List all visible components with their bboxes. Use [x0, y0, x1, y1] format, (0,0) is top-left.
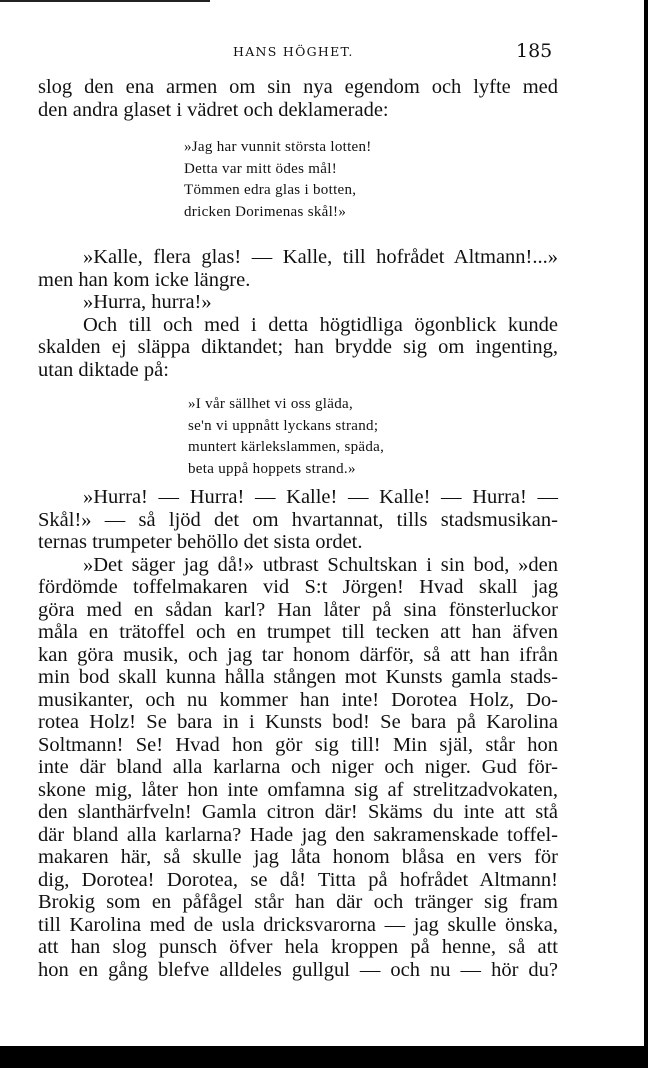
text-line: slog den ena armen om sin nya egendom och lyfte med [38, 76, 558, 98]
poem-2 [188, 394, 384, 480]
text-line: göra med en sådan karl? Han låter på sina fönsterluckor [38, 598, 558, 621]
text-line: min bod skall kunna hålla stången mot Kunsts gamla stads- [38, 666, 558, 688]
page-number: 185 [516, 40, 553, 62]
text-line: kan göra musik, och jag tar honom därför, så att han ifrån [38, 643, 558, 666]
text-line: fördömde toffelmakaren vid S:t Jörgen! Hvad skall jag [38, 576, 558, 598]
poem-line: beta uppå hoppets strand.» [188, 460, 356, 477]
text-line: där bland alla karlarna? Hade jag den sakramenskade toffel- [38, 823, 558, 846]
paragraph-1 [38, 76, 558, 121]
text-line: Skål!» — så ljöd det om hvartannat, tills stadsmusikan- [38, 508, 558, 531]
text-line: rotea Holz! Se bara in i Kunsts bod! Se bara på Karolina [38, 711, 558, 733]
poem-line: »Jag har vunnit största lotten! [184, 139, 372, 155]
text-line: skalden ej släppa diktandet; han brydde sig om ingenting, [38, 336, 558, 358]
text-line: utan diktade på: [38, 358, 169, 381]
poem-line: muntert kärlekslammen, späda, [188, 439, 385, 455]
poem-1 [184, 137, 372, 223]
page-edge-right [644, 0, 648, 1068]
text-line: till Karolina med de usla dricksvarorna — jag skulle önska, [38, 913, 558, 936]
page-edge-bottom [0, 1046, 648, 1068]
poem-line: Detta var mitt ödes mål! [184, 160, 337, 177]
text-line: »Kalle, flera glas! — Kalle, till hofrådet Altmann!...» [83, 246, 558, 268]
poem-line: Tömmen edra glas i botten, [184, 182, 357, 198]
running-head [0, 40, 648, 64]
text-line: Och till och med i detta högtidliga ögonblick kunde [83, 313, 558, 336]
text-line: musikanter, och nu kommer han inte! Dorotea Holz, Do- [38, 688, 558, 711]
text-line: dig, Dorotea! Dorotea, se då! Titta på hofrådet Altmann! [38, 868, 558, 891]
poem-line: »I vår sällhet vi oss gläda, [188, 396, 354, 412]
poem-line: se'n vi uppnått lyckans strand; [188, 417, 379, 434]
text-line: den slanthärfveln! Gamla citron där! Skäms du inte att stå [38, 801, 558, 823]
text-line: skone mig, låter hon inte omfamna sig af strelitzadvokaten, [38, 778, 558, 801]
text-line: Brokig som en påfågel står han där och tränger sig fram [38, 891, 558, 913]
text-line: att han slog punsch öfver hela kroppen på henne, så att [38, 936, 558, 958]
text-line: »Hurra! — Hurra! — Kalle! — Kalle! — Hurra! — [83, 486, 558, 508]
text-line: »Hurra, hurra!» [83, 291, 212, 313]
poem-line: dricken Dorimenas skål!» [184, 203, 347, 220]
text-line: den andra glaset i vädret och deklamerade: [38, 98, 389, 121]
paragraph-3 [38, 486, 558, 981]
text-line: makaren här, så skulle jag låta honom blåsa en vers för [38, 846, 558, 868]
text-line: hon en gång blefve alldeles gullgul — och nu — hör du? [38, 958, 558, 981]
page-edge-top [0, 0, 210, 2]
text-line: »Det säger jag då!» utbrast Schultskan i sin bod, »den [83, 553, 558, 576]
text-line: ternas trumpeter behöllo det sista ordet. [38, 531, 363, 553]
text-line: inte där bland alla karlarna och niger och niger. Gud för- [38, 756, 558, 778]
paragraph-2 [38, 246, 558, 381]
text-line: måla en trätoffel och en trumpet till tecken att han äfven [38, 621, 558, 643]
running-title: HANS HÖGHET. [233, 44, 354, 59]
text-line: men han kom icke längre. [38, 268, 251, 291]
text-line: Soltmann! Se! Hvad hon gör sig till! Min själ, står hon [38, 733, 558, 756]
